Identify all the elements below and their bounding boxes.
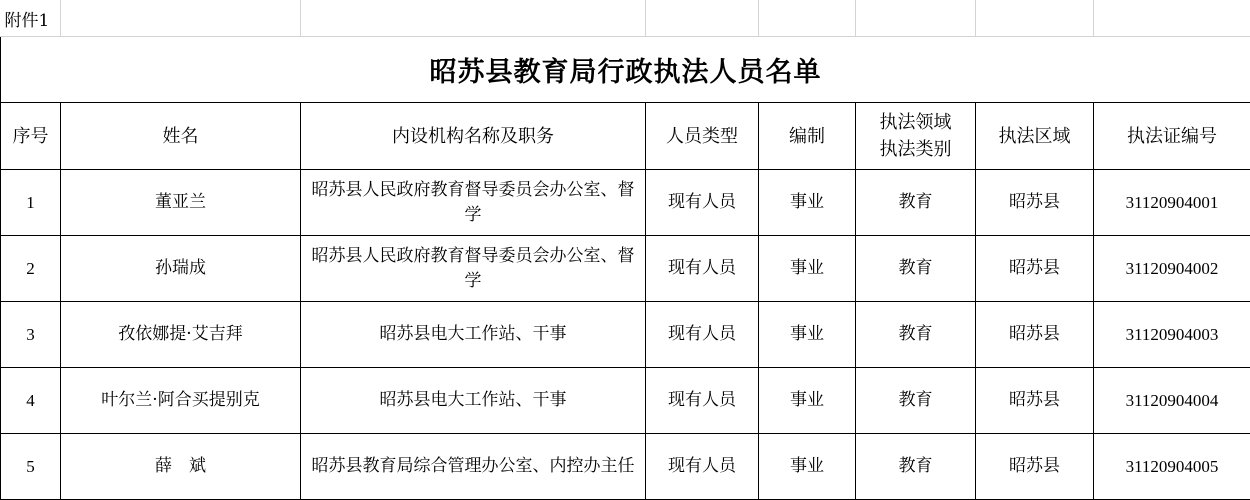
- cell-area: 昭苏县: [976, 434, 1094, 500]
- cell-cert: 31120904001: [1094, 170, 1250, 236]
- cell-org: 昭苏县教育局综合管理办公室、内控办主任: [301, 434, 646, 500]
- title-row: [1, 37, 1250, 103]
- cell-name: 董亚兰: [61, 170, 301, 236]
- empty-cell: [61, 0, 301, 37]
- empty-cell: [976, 0, 1094, 37]
- cell-area: 昭苏县: [976, 368, 1094, 434]
- cell-field: 教育: [856, 434, 976, 500]
- cell-name: 薛 斌: [61, 434, 301, 500]
- cell-field: 教育: [856, 368, 976, 434]
- header-field-line2: 执法类别: [879, 139, 952, 160]
- cell-cert: 31120904002: [1094, 236, 1250, 302]
- cell-field: 教育: [856, 236, 976, 302]
- cell-index: 4: [1, 368, 61, 434]
- cell-staffing: 事业: [759, 302, 856, 368]
- header-name: 姓名: [61, 103, 301, 170]
- cell-field: 教育: [856, 170, 976, 236]
- cell-type: 现有人员: [646, 170, 759, 236]
- cell-type: 现有人员: [646, 434, 759, 500]
- cell-cert: 31120904004: [1094, 368, 1250, 434]
- empty-cell: [1094, 0, 1250, 37]
- cell-cert: 31120904005: [1094, 434, 1250, 500]
- cell-org: 昭苏县人民政府教育督导委员会办公室、督学: [301, 236, 646, 302]
- cell-cert: 31120904003: [1094, 302, 1250, 368]
- empty-cell: [759, 0, 856, 37]
- table-row: [1, 236, 1250, 302]
- cell-staffing: 事业: [759, 170, 856, 236]
- cell-index: 2: [1, 236, 61, 302]
- cell-index: 3: [1, 302, 61, 368]
- table-row: [1, 302, 1250, 368]
- table-row: [1, 170, 1250, 236]
- cell-staffing: 事业: [759, 368, 856, 434]
- cell-org: 昭苏县电大工作站、干事: [301, 368, 646, 434]
- cell-staffing: 事业: [759, 236, 856, 302]
- header-type: 人员类型: [646, 103, 759, 170]
- cell-area: 昭苏县: [976, 302, 1094, 368]
- attachment-row: [1, 0, 1250, 37]
- empty-cell: [856, 0, 976, 37]
- cell-type: 现有人员: [646, 236, 759, 302]
- header-staffing: 编制: [759, 103, 856, 170]
- cell-field: 教育: [856, 302, 976, 368]
- header-cert: 执法证编号: [1094, 103, 1250, 170]
- attachment-label: 附件1: [1, 0, 61, 37]
- cell-type: 现有人员: [646, 302, 759, 368]
- header-index: 序号: [1, 103, 61, 170]
- empty-cell: [301, 0, 646, 37]
- table-row: [1, 434, 1250, 500]
- cell-org: 昭苏县电大工作站、干事: [301, 302, 646, 368]
- cell-staffing: 事业: [759, 434, 856, 500]
- cell-name: 孜依娜提·艾吉拜: [61, 302, 301, 368]
- table-row: [1, 368, 1250, 434]
- cell-name: 叶尔兰·阿合买提别克: [61, 368, 301, 434]
- cell-index: 5: [1, 434, 61, 500]
- document-title: 昭苏县教育局行政执法人员名单: [1, 37, 1250, 103]
- header-area: 执法区域: [976, 103, 1094, 170]
- empty-cell: [646, 0, 759, 37]
- cell-type: 现有人员: [646, 368, 759, 434]
- cell-org: 昭苏县人民政府教育督导委员会办公室、督学: [301, 170, 646, 236]
- cell-name: 孙瑞成: [61, 236, 301, 302]
- header-field: [856, 103, 976, 170]
- cell-area: 昭苏县: [976, 170, 1094, 236]
- header-field-line1: 执法领域: [879, 112, 952, 133]
- header-org: 内设机构名称及职务: [301, 103, 646, 170]
- cell-index: 1: [1, 170, 61, 236]
- header-row: [1, 103, 1250, 170]
- cell-area: 昭苏县: [976, 236, 1094, 302]
